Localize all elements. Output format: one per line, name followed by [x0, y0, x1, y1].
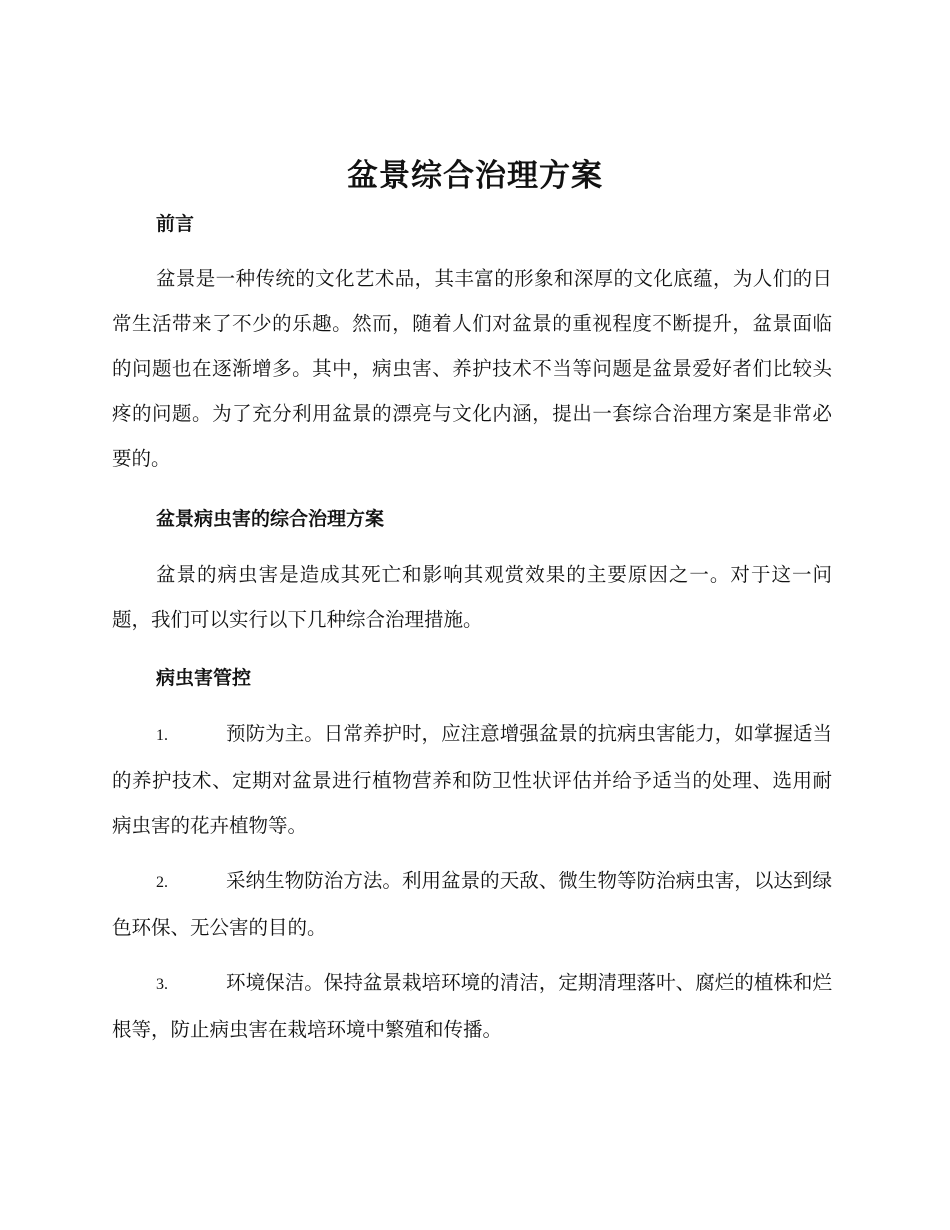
- section-heading-pest: 盆景病虫害的综合治理方案: [156, 508, 385, 530]
- list-item-3: [112, 960, 832, 1052]
- list-number: 2.: [156, 874, 168, 891]
- paragraph-preface: 盆景是一种传统的文化艺术品，其丰富的形象和深厚的文化底蕴，为人们的日常生活带来了不少的乐趣。然而，随着人们对盆景的重视程度不断提升，盆景面临的问题也在逐渐增多。其中，病虫害、养护技术不当等问题是盆景爱好者们比较头疼的问题。为了充分利用盆景的漂亮与文化内涵，提出一套综合治理方案是非常必要的。: [112, 267, 832, 470]
- document-title: 盆景综合治理方案: [347, 158, 603, 194]
- list-text: 预防为主。日常养护时，应注意增强盆景的抗病虫害能力，如掌握适当的养护技术、定期对盆景进行植物营养和防卫性状评估并给予适当的处理、选用耐病虫害的花卉植物等。: [112, 722, 832, 837]
- section-heading-preface: 前言: [156, 213, 195, 235]
- list-text: 环境保洁。保持盆景栽培环境的清洁，定期清理落叶、腐烂的植株和烂根等，防止病虫害在栽培环境中繁殖和传播。: [112, 971, 832, 1041]
- paragraph-pest: 盆景的病虫害是造成其死亡和影响其观赏效果的主要原因之一。对于这一问题，我们可以实行以下几种综合治理措施。: [112, 563, 832, 631]
- list-number: 1.: [156, 727, 168, 744]
- list-item-1: [112, 711, 832, 848]
- list-number: 3.: [156, 976, 168, 993]
- list-text: 采纳生物防治方法。利用盆景的天敌、微生物等防治病虫害，以达到绿色环保、无公害的目的。: [112, 869, 832, 939]
- section-heading-control: 病虫害管控: [156, 667, 252, 689]
- list-item-2: [112, 858, 832, 950]
